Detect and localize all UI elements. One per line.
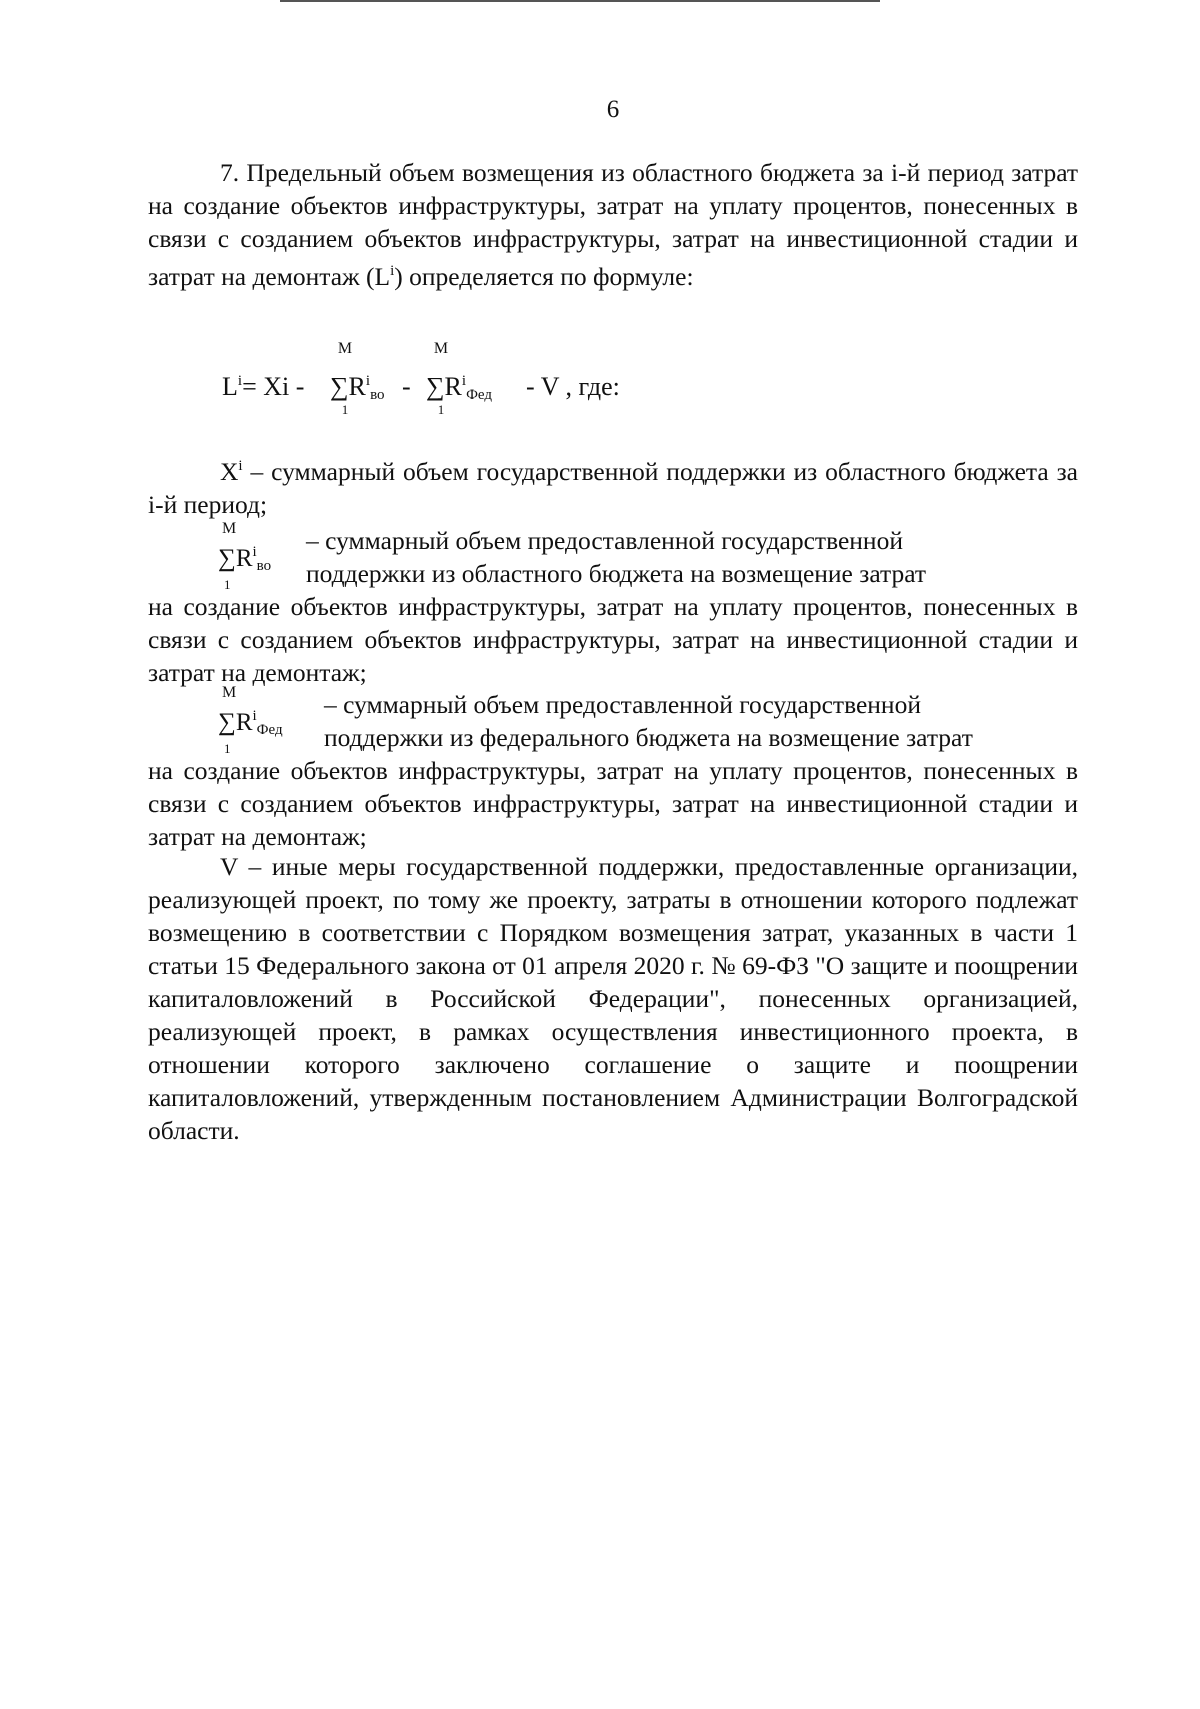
definition-r-fed: [148, 684, 1078, 853]
paragraph-7-symbol-sup: i: [390, 263, 395, 279]
formula-sum-fed-body: ∑R: [426, 372, 462, 401]
definition-v: [148, 850, 1078, 1147]
definition-v-text: V – иные меры государственной поддержки, предоставленные организации, реализующей проект, по тому же проекту, затраты в отношении которого подлежат возмещению в соответствии с Порядком возмещения затрат, указанных в части 1 статьи 15 Федерального закона от 01 апреля 2020 г. № 69-ФЗ "О защите и поощрении капиталовложений в Российской Федерации", понесенных организацией, реализующей проект, в рамках осуществления инвестиционного проекта, в отношении которого заключено соглашение о защите и поощрении капиталовложений, утвержденным постановлением Администрации Волгоградской области.: [148, 852, 1078, 1145]
paragraph-7: [148, 156, 1078, 293]
definition-x-symbol: X: [220, 457, 239, 486]
definition-r-fed-rest: на создание объектов инфраструктуры, затрат на уплату процентов, понесенных в связи с созданием объектов инфраструктуры, затрат на инвестиционной стадии и затрат на демонтаж;: [148, 756, 1078, 851]
definition-r-vo-sum: [218, 520, 304, 592]
definition-x-sup: i: [238, 458, 243, 474]
formula-sum-fed-top: M: [433, 340, 449, 357]
definition-x-text: – суммарный объем государственной поддержки из областного бюджета за i-й период;: [148, 457, 1078, 519]
paragraph-7-tail: ) определяется по формуле:: [394, 262, 694, 291]
formula-sum-vo-sup: i: [365, 373, 371, 389]
formula-minus: -: [402, 372, 411, 401]
formula-sum-vo-top: M: [337, 340, 353, 357]
formula-tail: - V , где:: [526, 372, 620, 401]
paragraph-7-symbol: (L: [366, 262, 391, 291]
definition-r-fed-line2: поддержки из федерального бюджета на возмещение затрат: [324, 723, 973, 752]
definition-r-fed-sum: [218, 684, 304, 756]
formula-sum-fed-sub: Фед: [466, 387, 493, 403]
definition-r-vo-rest: на создание объектов инфраструктуры, затрат на уплату процентов, понесенных в связи с созданием объектов инфраструктуры, затрат на инвестиционной стадии и затрат на демонтаж;: [148, 592, 1078, 687]
definition-r-fed-sub: Фед: [256, 722, 283, 738]
definition-r-fed-body: ∑R: [218, 709, 253, 736]
definition-r-vo-bottom: 1: [224, 577, 231, 592]
definition-r-vo-sup: i: [252, 544, 257, 560]
formula-sum-vo-body: ∑R: [330, 372, 366, 401]
definition-r-vo-line1: – суммарный объем предоставленной государственной: [306, 526, 903, 555]
formula: [222, 340, 702, 420]
definition-r-fed-bottom: 1: [224, 741, 231, 756]
formula-lead: L: [222, 372, 238, 401]
scan-top-edge: [280, 0, 880, 2]
formula-sum-fed-sup: i: [461, 373, 467, 389]
definition-r-vo: [148, 520, 1078, 689]
definition-r-fed-line1: – суммарный объем предоставленной государственной: [324, 690, 921, 719]
page-number: 6: [606, 96, 620, 123]
definition-r-fed-sup: i: [252, 708, 257, 724]
definition-r-vo-top: M: [222, 520, 237, 537]
formula-sum-vo-sub: во: [370, 387, 385, 403]
definition-r-vo-line2: поддержки из областного бюджета на возмещение затрат: [306, 559, 926, 588]
definition-r-fed-top: M: [222, 684, 237, 701]
definition-x: [148, 450, 1078, 521]
definition-r-vo-body: ∑R: [218, 545, 253, 572]
definition-r-vo-sub: во: [256, 558, 272, 574]
paragraph-7-text: 7. Предельный объем возмещения из областного бюджета за i-й период затрат на создание объектов инфраструктуры, затрат на уплату процентов, понесенных в связи с созданием объектов инфраструктуры, затрат на инвестиционной стадии и затрат на демонтаж: [148, 158, 1078, 291]
formula-sum-fed-bottom: 1: [437, 402, 445, 417]
formula-eq: = Xi -: [242, 372, 305, 401]
formula-sum-vo-bottom: 1: [341, 402, 349, 417]
formula-lead-sup: i: [237, 373, 243, 389]
